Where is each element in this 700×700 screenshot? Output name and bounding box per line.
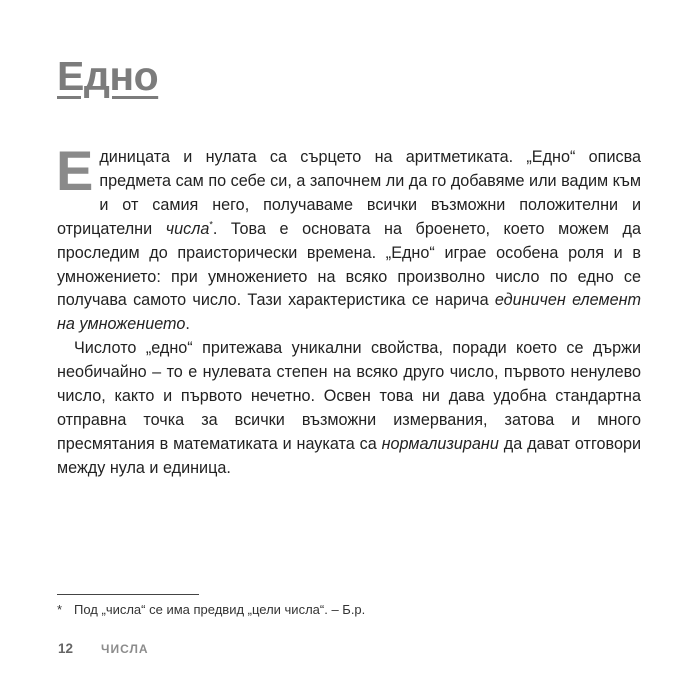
- running-head: ЧИСЛА: [101, 642, 149, 656]
- paragraph-2-italic-term: нормализирани: [381, 434, 499, 453]
- page-footer: [58, 641, 149, 657]
- footnote-reference[interactable]: *: [209, 219, 213, 230]
- paragraph-2-text-b: да дават отговори между нула и единица.: [57, 434, 641, 477]
- footnote-divider: [57, 594, 199, 595]
- body-text: [56, 139, 642, 481]
- page-number: 12: [58, 641, 74, 656]
- paragraph-1-italic-term: единичен елемент на умножението: [57, 291, 641, 334]
- footnote-text: Под „числа“ се има предвид „цели числа“. – Б.р.: [74, 602, 366, 617]
- drop-cap: Е: [56, 139, 94, 202]
- paragraph-1: [56, 139, 642, 337]
- paragraph-2: [57, 337, 641, 480]
- paragraph-1-text-c: .: [185, 315, 190, 334]
- paragraph-2-text-a: Числото „едно“ притежава уникални свойства, поради което се държи необичайно – то е нулевата степен на всяко друго число, първото ненулево число, както и първото нечетно. Освен това ни дава удобна стандартна отправна точка за всички възможни измервания, затова и много пресмятания в математиката и науката са: [57, 339, 641, 453]
- paragraph-1-italic-numbers: числа: [165, 219, 210, 238]
- footnote-marker: *: [57, 602, 63, 617]
- paragraph-1-text-a: диницата и нулата са сърцето на аритметиката. „Едно“ описва предмета сам по себе си, а започнем ли да го добавяме или вадим към и от самия него, получаваме всички възможни положителни и отрицателни: [57, 148, 641, 238]
- paragraph-1-text-b: . Това е основата на броенето, което можем да проследим до праисторически времена. „Едно“ играе особена роля и в умножението: при умножението на всяко произволно число по едно се получава самото число. Тази характеристика се нарича: [57, 219, 642, 310]
- footnote: [57, 602, 365, 618]
- chapter-title: Едно: [57, 53, 159, 99]
